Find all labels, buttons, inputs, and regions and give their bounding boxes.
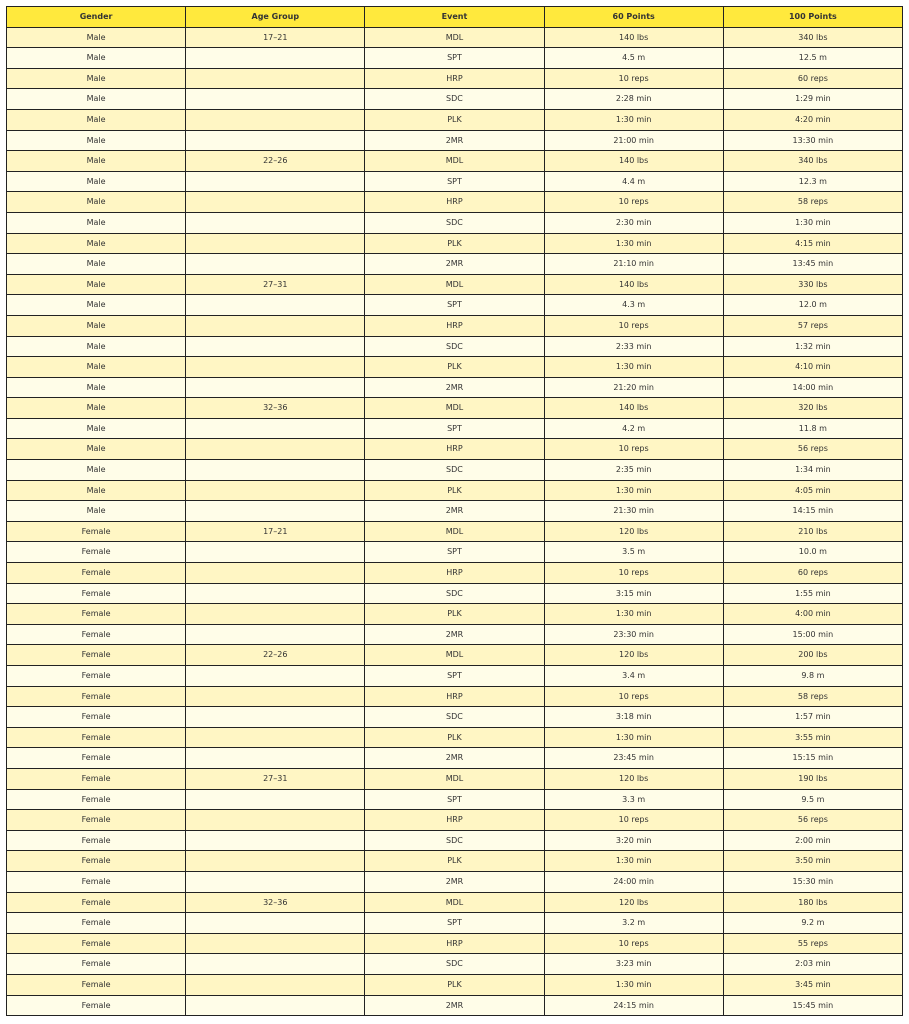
cell-gender: Female — [7, 686, 186, 707]
cell-60-points: 120 lbs — [544, 892, 723, 913]
cell-gender: Male — [7, 89, 186, 110]
cell-gender: Female — [7, 810, 186, 831]
cell-100-points: 58 reps — [723, 686, 902, 707]
table-row — [7, 480, 903, 501]
cell-100-points: 320 lbs — [723, 398, 902, 419]
cell-gender: Female — [7, 624, 186, 645]
cell-age-group — [186, 336, 365, 357]
cell-100-points: 1:55 min — [723, 583, 902, 604]
cell-60-points: 21:20 min — [544, 377, 723, 398]
cell-gender: Male — [7, 192, 186, 213]
cell-age-group — [186, 171, 365, 192]
cell-60-points: 140 lbs — [544, 274, 723, 295]
cell-event: HRP — [365, 933, 544, 954]
table-row — [7, 851, 903, 872]
cell-gender: Male — [7, 109, 186, 130]
cell-100-points: 3:50 min — [723, 851, 902, 872]
cell-gender: Female — [7, 521, 186, 542]
cell-100-points: 57 reps — [723, 315, 902, 336]
cell-age-group: 27–31 — [186, 768, 365, 789]
table-row — [7, 954, 903, 975]
cell-gender: Female — [7, 666, 186, 687]
cell-age-group — [186, 851, 365, 872]
cell-event: PLK — [365, 851, 544, 872]
cell-100-points: 200 lbs — [723, 645, 902, 666]
cell-age-group — [186, 233, 365, 254]
cell-age-group — [186, 501, 365, 522]
cell-age-group — [186, 357, 365, 378]
table-row — [7, 933, 903, 954]
cell-100-points: 2:03 min — [723, 954, 902, 975]
cell-60-points: 2:33 min — [544, 336, 723, 357]
cell-100-points: 4:10 min — [723, 357, 902, 378]
cell-event: MDL — [365, 274, 544, 295]
cell-100-points: 15:00 min — [723, 624, 902, 645]
cell-60-points: 2:35 min — [544, 460, 723, 481]
table-row — [7, 254, 903, 275]
table-row — [7, 336, 903, 357]
table-row — [7, 501, 903, 522]
cell-event: MDL — [365, 645, 544, 666]
table-row — [7, 274, 903, 295]
table-row — [7, 768, 903, 789]
cell-60-points: 23:45 min — [544, 748, 723, 769]
cell-gender: Male — [7, 171, 186, 192]
cell-gender: Female — [7, 563, 186, 584]
cell-60-points: 3.4 m — [544, 666, 723, 687]
cell-100-points: 1:30 min — [723, 212, 902, 233]
cell-age-group — [186, 192, 365, 213]
header-100-points: 100 Points — [723, 7, 902, 28]
cell-gender: Male — [7, 377, 186, 398]
table-row — [7, 48, 903, 69]
table-row — [7, 171, 903, 192]
cell-60-points: 1:30 min — [544, 357, 723, 378]
cell-60-points: 140 lbs — [544, 27, 723, 48]
cell-event: PLK — [365, 233, 544, 254]
cell-event: 2MR — [365, 748, 544, 769]
cell-event: HRP — [365, 192, 544, 213]
cell-event: HRP — [365, 686, 544, 707]
cell-age-group: 27–31 — [186, 274, 365, 295]
cell-60-points: 4.2 m — [544, 418, 723, 439]
table-row — [7, 789, 903, 810]
cell-age-group — [186, 604, 365, 625]
cell-age-group — [186, 995, 365, 1016]
cell-event: PLK — [365, 604, 544, 625]
table-row — [7, 892, 903, 913]
table-row — [7, 377, 903, 398]
cell-event: PLK — [365, 480, 544, 501]
cell-60-points: 1:30 min — [544, 233, 723, 254]
cell-100-points: 1:29 min — [723, 89, 902, 110]
cell-event: SDC — [365, 460, 544, 481]
header-age-group: Age Group — [186, 7, 365, 28]
cell-age-group — [186, 377, 365, 398]
table-row — [7, 727, 903, 748]
cell-gender: Male — [7, 418, 186, 439]
cell-age-group: 22–26 — [186, 645, 365, 666]
cell-60-points: 4.3 m — [544, 295, 723, 316]
cell-event: PLK — [365, 109, 544, 130]
cell-60-points: 10 reps — [544, 68, 723, 89]
table-body — [7, 27, 903, 1016]
cell-event: 2MR — [365, 130, 544, 151]
table-row — [7, 418, 903, 439]
cell-60-points: 10 reps — [544, 192, 723, 213]
header-gender: Gender — [7, 7, 186, 28]
cell-gender: Male — [7, 439, 186, 460]
cell-100-points: 15:45 min — [723, 995, 902, 1016]
cell-100-points: 3:55 min — [723, 727, 902, 748]
cell-60-points: 3.5 m — [544, 542, 723, 563]
cell-100-points: 12.5 m — [723, 48, 902, 69]
cell-100-points: 3:45 min — [723, 974, 902, 995]
cell-event: MDL — [365, 151, 544, 172]
table-row — [7, 109, 903, 130]
cell-age-group — [186, 460, 365, 481]
cell-100-points: 4:20 min — [723, 109, 902, 130]
cell-gender: Male — [7, 501, 186, 522]
cell-age-group — [186, 748, 365, 769]
table-row — [7, 521, 903, 542]
cell-event: MDL — [365, 27, 544, 48]
table-row — [7, 315, 903, 336]
cell-event: PLK — [365, 727, 544, 748]
cell-60-points: 120 lbs — [544, 521, 723, 542]
table-row — [7, 624, 903, 645]
cell-100-points: 9.5 m — [723, 789, 902, 810]
cell-age-group — [186, 48, 365, 69]
cell-gender: Female — [7, 645, 186, 666]
cell-gender: Male — [7, 254, 186, 275]
table-row — [7, 151, 903, 172]
cell-event: SDC — [365, 89, 544, 110]
cell-60-points: 120 lbs — [544, 645, 723, 666]
cell-100-points: 12.3 m — [723, 171, 902, 192]
cell-60-points: 1:30 min — [544, 604, 723, 625]
cell-100-points: 56 reps — [723, 439, 902, 460]
cell-age-group — [186, 830, 365, 851]
cell-100-points: 210 lbs — [723, 521, 902, 542]
cell-event: HRP — [365, 810, 544, 831]
table-row — [7, 563, 903, 584]
cell-event: PLK — [365, 357, 544, 378]
cell-age-group — [186, 439, 365, 460]
cell-gender: Female — [7, 871, 186, 892]
cell-100-points: 14:00 min — [723, 377, 902, 398]
cell-age-group — [186, 418, 365, 439]
cell-60-points: 23:30 min — [544, 624, 723, 645]
cell-gender: Female — [7, 768, 186, 789]
cell-60-points: 10 reps — [544, 810, 723, 831]
cell-age-group — [186, 913, 365, 934]
cell-event: SPT — [365, 295, 544, 316]
cell-age-group — [186, 68, 365, 89]
cell-gender: Female — [7, 748, 186, 769]
cell-100-points: 13:30 min — [723, 130, 902, 151]
table-row — [7, 830, 903, 851]
cell-100-points: 58 reps — [723, 192, 902, 213]
cell-age-group — [186, 109, 365, 130]
cell-event: SPT — [365, 913, 544, 934]
cell-gender: Female — [7, 789, 186, 810]
cell-age-group — [186, 295, 365, 316]
standards-table — [6, 6, 903, 1016]
cell-event: HRP — [365, 439, 544, 460]
cell-gender: Male — [7, 398, 186, 419]
table-row — [7, 212, 903, 233]
header-row — [7, 7, 903, 28]
table-row — [7, 233, 903, 254]
cell-gender: Female — [7, 913, 186, 934]
cell-100-points: 340 lbs — [723, 27, 902, 48]
cell-100-points: 55 reps — [723, 933, 902, 954]
cell-100-points: 1:57 min — [723, 707, 902, 728]
cell-60-points: 3:23 min — [544, 954, 723, 975]
cell-60-points: 120 lbs — [544, 768, 723, 789]
cell-100-points: 15:15 min — [723, 748, 902, 769]
cell-gender: Female — [7, 995, 186, 1016]
cell-gender: Male — [7, 68, 186, 89]
table-row — [7, 398, 903, 419]
header-event: Event — [365, 7, 544, 28]
cell-gender: Female — [7, 604, 186, 625]
cell-event: SPT — [365, 542, 544, 563]
table-row — [7, 439, 903, 460]
cell-100-points: 14:15 min — [723, 501, 902, 522]
cell-age-group — [186, 315, 365, 336]
cell-100-points: 60 reps — [723, 68, 902, 89]
table-row — [7, 357, 903, 378]
cell-event: 2MR — [365, 377, 544, 398]
cell-event: PLK — [365, 974, 544, 995]
cell-event: 2MR — [365, 624, 544, 645]
cell-gender: Female — [7, 727, 186, 748]
table-row — [7, 27, 903, 48]
header-60-points: 60 Points — [544, 7, 723, 28]
cell-gender: Male — [7, 295, 186, 316]
cell-gender: Female — [7, 707, 186, 728]
cell-age-group — [186, 212, 365, 233]
table-row — [7, 913, 903, 934]
cell-event: SDC — [365, 830, 544, 851]
cell-age-group: 32–36 — [186, 892, 365, 913]
cell-age-group — [186, 933, 365, 954]
cell-60-points: 10 reps — [544, 933, 723, 954]
cell-60-points: 4.5 m — [544, 48, 723, 69]
cell-gender: Male — [7, 151, 186, 172]
table-row — [7, 583, 903, 604]
cell-event: SPT — [365, 48, 544, 69]
cell-event: SDC — [365, 583, 544, 604]
cell-age-group — [186, 89, 365, 110]
cell-60-points: 10 reps — [544, 315, 723, 336]
cell-event: 2MR — [365, 501, 544, 522]
cell-60-points: 3:18 min — [544, 707, 723, 728]
cell-gender: Male — [7, 274, 186, 295]
cell-event: MDL — [365, 521, 544, 542]
table-row — [7, 130, 903, 151]
cell-100-points: 1:34 min — [723, 460, 902, 481]
cell-event: SDC — [365, 212, 544, 233]
table-row — [7, 686, 903, 707]
cell-age-group — [186, 954, 365, 975]
cell-age-group — [186, 542, 365, 563]
cell-age-group — [186, 871, 365, 892]
cell-age-group — [186, 789, 365, 810]
cell-60-points: 21:30 min — [544, 501, 723, 522]
cell-gender: Male — [7, 336, 186, 357]
cell-100-points: 10.0 m — [723, 542, 902, 563]
cell-60-points: 21:00 min — [544, 130, 723, 151]
cell-100-points: 4:00 min — [723, 604, 902, 625]
cell-100-points: 9.2 m — [723, 913, 902, 934]
cell-age-group: 17–21 — [186, 27, 365, 48]
cell-100-points: 11.8 m — [723, 418, 902, 439]
table-row — [7, 748, 903, 769]
cell-age-group — [186, 686, 365, 707]
cell-gender: Female — [7, 851, 186, 872]
cell-gender: Female — [7, 583, 186, 604]
cell-age-group — [186, 666, 365, 687]
table-row — [7, 604, 903, 625]
table-row — [7, 192, 903, 213]
cell-60-points: 2:30 min — [544, 212, 723, 233]
cell-60-points: 10 reps — [544, 439, 723, 460]
cell-gender: Female — [7, 830, 186, 851]
cell-60-points: 1:30 min — [544, 974, 723, 995]
cell-100-points: 56 reps — [723, 810, 902, 831]
cell-age-group — [186, 727, 365, 748]
cell-gender: Male — [7, 212, 186, 233]
cell-100-points: 12.0 m — [723, 295, 902, 316]
cell-100-points: 1:32 min — [723, 336, 902, 357]
cell-event: HRP — [365, 68, 544, 89]
cell-gender: Male — [7, 27, 186, 48]
table-header — [7, 7, 903, 28]
cell-event: SPT — [365, 418, 544, 439]
table-row — [7, 68, 903, 89]
cell-gender: Male — [7, 460, 186, 481]
cell-age-group: 17–21 — [186, 521, 365, 542]
table-row — [7, 871, 903, 892]
cell-event: HRP — [365, 563, 544, 584]
cell-event: SPT — [365, 789, 544, 810]
cell-age-group — [186, 583, 365, 604]
cell-gender: Female — [7, 974, 186, 995]
cell-event: SPT — [365, 171, 544, 192]
cell-60-points: 21:10 min — [544, 254, 723, 275]
cell-age-group: 22–26 — [186, 151, 365, 172]
table-row — [7, 666, 903, 687]
cell-100-points: 4:15 min — [723, 233, 902, 254]
cell-event: SDC — [365, 336, 544, 357]
cell-60-points: 10 reps — [544, 563, 723, 584]
cell-60-points: 10 reps — [544, 686, 723, 707]
table-row — [7, 89, 903, 110]
cell-60-points: 3.2 m — [544, 913, 723, 934]
cell-60-points: 1:30 min — [544, 727, 723, 748]
cell-age-group — [186, 254, 365, 275]
cell-100-points: 180 lbs — [723, 892, 902, 913]
table-row — [7, 542, 903, 563]
cell-event: HRP — [365, 315, 544, 336]
cell-gender: Male — [7, 357, 186, 378]
cell-event: MDL — [365, 892, 544, 913]
cell-60-points: 4.4 m — [544, 171, 723, 192]
cell-event: MDL — [365, 398, 544, 419]
cell-gender: Female — [7, 542, 186, 563]
cell-60-points: 24:00 min — [544, 871, 723, 892]
cell-60-points: 3.3 m — [544, 789, 723, 810]
cell-60-points: 140 lbs — [544, 398, 723, 419]
cell-100-points: 9.8 m — [723, 666, 902, 687]
cell-age-group — [186, 624, 365, 645]
cell-100-points: 60 reps — [723, 563, 902, 584]
cell-60-points: 3:20 min — [544, 830, 723, 851]
cell-100-points: 2:00 min — [723, 830, 902, 851]
cell-event: 2MR — [365, 995, 544, 1016]
cell-age-group — [186, 707, 365, 728]
cell-gender: Male — [7, 233, 186, 254]
cell-60-points: 24:15 min — [544, 995, 723, 1016]
cell-100-points: 13:45 min — [723, 254, 902, 275]
table-row — [7, 645, 903, 666]
cell-age-group — [186, 130, 365, 151]
cell-60-points: 140 lbs — [544, 151, 723, 172]
cell-gender: Female — [7, 954, 186, 975]
cell-100-points: 4:05 min — [723, 480, 902, 501]
cell-60-points: 2:28 min — [544, 89, 723, 110]
cell-gender: Male — [7, 315, 186, 336]
cell-gender: Female — [7, 933, 186, 954]
cell-100-points: 15:30 min — [723, 871, 902, 892]
cell-60-points: 3:15 min — [544, 583, 723, 604]
cell-gender: Female — [7, 892, 186, 913]
table-row — [7, 974, 903, 995]
cell-event: 2MR — [365, 871, 544, 892]
cell-event: SDC — [365, 707, 544, 728]
cell-100-points: 340 lbs — [723, 151, 902, 172]
cell-age-group — [186, 810, 365, 831]
cell-age-group: 32–36 — [186, 398, 365, 419]
table-row — [7, 810, 903, 831]
cell-event: SDC — [365, 954, 544, 975]
cell-gender: Male — [7, 48, 186, 69]
cell-gender: Male — [7, 480, 186, 501]
cell-age-group — [186, 563, 365, 584]
cell-event: MDL — [365, 768, 544, 789]
cell-60-points: 1:30 min — [544, 851, 723, 872]
table-container — [6, 6, 903, 1016]
cell-100-points: 190 lbs — [723, 768, 902, 789]
table-row — [7, 995, 903, 1016]
table-row — [7, 295, 903, 316]
cell-age-group — [186, 974, 365, 995]
table-row — [7, 707, 903, 728]
cell-60-points: 1:30 min — [544, 480, 723, 501]
cell-gender: Male — [7, 130, 186, 151]
cell-event: SPT — [365, 666, 544, 687]
cell-60-points: 1:30 min — [544, 109, 723, 130]
cell-100-points: 330 lbs — [723, 274, 902, 295]
cell-event: 2MR — [365, 254, 544, 275]
table-row — [7, 460, 903, 481]
cell-age-group — [186, 480, 365, 501]
